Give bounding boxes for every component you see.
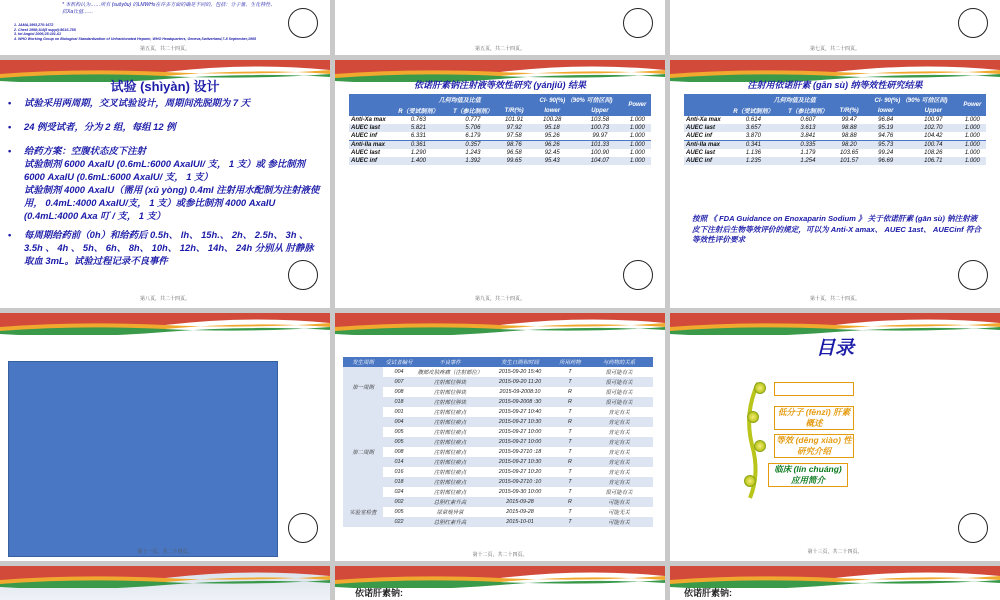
slide-footer: 第十三页，共二十四页。	[807, 549, 863, 555]
table-cell: 肯定有关	[608, 410, 630, 416]
toc-node	[754, 440, 766, 452]
table-cell: 1.000	[629, 117, 645, 123]
table-row	[349, 116, 651, 124]
toc-node	[754, 382, 766, 394]
table-row	[684, 157, 986, 165]
slide-thumbnail-1[interactable]	[0, 0, 330, 55]
slide-title: 依诺肝素钠:	[684, 588, 732, 598]
pk-results-table	[349, 94, 651, 165]
table-cell: R	[555, 457, 585, 467]
toc-node	[744, 475, 756, 487]
slide-thumbnail-11[interactable]	[335, 566, 665, 600]
table-cell: 1.235	[726, 157, 781, 165]
slide-thumbnail-8[interactable]	[335, 313, 665, 561]
table-cell: 很可能有关	[585, 377, 653, 387]
table-cell: 2015-09-28	[506, 509, 534, 515]
table-cell: 很可能有关	[605, 370, 633, 376]
table-cell: 尿常规异常	[436, 510, 464, 516]
table-cell: 008	[394, 389, 404, 395]
slide-marker-circle	[958, 513, 988, 543]
col-header-lower: lower	[528, 105, 576, 116]
row-parameter: AUEC last	[684, 124, 726, 132]
col-header-upper: Upper	[908, 105, 959, 116]
table-row	[343, 517, 653, 527]
table-cell: 2015-09-20 11:20	[485, 377, 555, 387]
slide-marker-circle	[623, 8, 653, 38]
table-cell: 1.179	[800, 150, 816, 156]
table-row	[343, 497, 653, 507]
table-cell: 1.392	[446, 157, 500, 165]
slide-footer: 第十一页，共二十四页。	[137, 549, 193, 555]
table-cell: 018	[383, 477, 415, 487]
table-cell: T	[568, 469, 572, 475]
decorative-wave	[670, 566, 1000, 588]
col-header-r: R（受试制剂）	[726, 105, 781, 116]
table-cell: 0.777	[465, 117, 481, 123]
table-cell: 可能有关	[585, 497, 653, 507]
table-row	[343, 437, 653, 447]
table-cell: 101.33	[576, 141, 624, 150]
toc-item-overview[interactable]: 低分子 (fēnzǐ) 肝素概述	[774, 406, 854, 430]
table-cell: 102.70	[908, 124, 959, 132]
table-cell: 1.000	[629, 150, 645, 156]
table-cell: T	[568, 429, 572, 435]
row-parameter: AUEC last	[349, 124, 391, 132]
table-cell: 总胆红素升高	[415, 497, 485, 507]
row-parameter: AUEC last	[686, 150, 716, 156]
table-row	[349, 141, 651, 150]
table-cell: R	[555, 397, 585, 407]
table-row	[343, 407, 653, 417]
table-cell: 5.821	[391, 124, 446, 132]
table-cell: 95.43	[528, 157, 576, 165]
table-cell: 可能有关	[585, 517, 653, 527]
row-parameter: AUEC inf	[351, 133, 377, 139]
slide-thumbnail-7[interactable]	[0, 313, 330, 561]
table-cell: T	[568, 449, 572, 455]
table-cell: 1.000	[964, 150, 980, 156]
table-cell: T	[555, 477, 585, 487]
table-cell: 1.000	[959, 141, 986, 150]
table-cell: 95.73	[863, 141, 908, 150]
decorative-wave	[670, 313, 1000, 335]
table-row	[343, 377, 653, 387]
table-row	[343, 447, 653, 457]
period-cell: 第二周期	[343, 407, 383, 497]
table-cell: 肯定有关	[585, 437, 653, 447]
table-cell: 008	[394, 449, 404, 455]
table-cell: 004	[394, 369, 404, 375]
table-cell: 注射部位瘀点	[433, 490, 467, 496]
table-cell: 肯定有关	[585, 477, 653, 487]
table-cell: 101.91	[504, 117, 524, 123]
row-parameter: Anti-Xa max	[686, 117, 721, 123]
table-cell: 注射部位瘀点	[433, 450, 467, 456]
table-cell: 2015-09-27 10:20	[498, 469, 542, 475]
table-cell: 肯定有关	[608, 430, 630, 436]
table-row	[343, 367, 653, 377]
table-row	[349, 157, 651, 165]
table-cell: 3.841	[800, 133, 816, 139]
slide-thumbnail-10[interactable]	[0, 566, 330, 600]
table-row	[343, 397, 653, 407]
decorative-wave	[335, 313, 665, 335]
table-cell: 92.45	[544, 150, 560, 156]
row-parameter: AUEC inf	[686, 133, 712, 139]
slide-footer: 第五页，共二十四页。	[474, 46, 525, 52]
col-header-tr: T/R(%)	[835, 105, 863, 116]
table-cell: 1.254	[781, 157, 835, 165]
table-cell: T	[555, 517, 585, 527]
col-header-drug: 所用药物	[555, 357, 585, 367]
table-cell: 104.42	[924, 133, 943, 139]
table-cell: 0.614	[745, 117, 761, 123]
image-placeholder	[8, 361, 278, 557]
table-cell: T	[568, 409, 572, 415]
table-cell: 97.92	[500, 124, 528, 132]
table-cell: 2015-09-2710 :10	[485, 477, 555, 487]
table-row	[343, 477, 653, 487]
table-cell: 1.290	[410, 150, 426, 156]
col-header-t: T（参比制剂）	[446, 105, 500, 116]
slide1-note: * 本机构认为……所有 (suǒyǒu) 的LMWHs在许多方面的确是不同的，包括：分子量、生化特性、 抗Xa比值……	[62, 2, 276, 15]
table-cell: 注射部位肿块	[415, 397, 485, 407]
bullet-item: • 每周期给药前（0h）和给药后 0.5h、 lh、 15h.、 2h、 2.5h、 3h 、 3.5h 、 4h 、 5h、 6h、 8h、 10h、 12h、 14h、 24h 分别从 肘静脉取血 3mL。试验过程记录不良事件	[8, 228, 323, 267]
table-cell: 2015-09-2008:10	[499, 389, 541, 395]
table-cell: 2015-09-27 10:00	[485, 437, 555, 447]
table-cell: 002	[383, 497, 415, 507]
table-cell: 99.47	[841, 117, 857, 123]
col-header-lower: lower	[863, 105, 908, 116]
table-cell: 0.341	[726, 141, 781, 150]
table-cell: 6.179	[465, 133, 481, 139]
table-cell: 注射部位瘀点	[433, 470, 467, 476]
table-cell: R	[555, 417, 585, 427]
table-cell: 2015-09-27 10:40	[498, 409, 542, 415]
col-header-event: 不良事件	[415, 357, 485, 367]
slide-title: 依诺肝素钠:	[355, 588, 403, 598]
table-cell: 注射部位瘀点	[415, 457, 485, 467]
table-cell: 1.000	[964, 133, 980, 139]
row-parameter: AUEC inf	[684, 157, 726, 165]
table-cell: 肯定有关	[608, 450, 630, 456]
slide-thumbnail-3[interactable]	[670, 0, 1000, 55]
table-cell: 98.88	[835, 124, 863, 132]
slide-thumbnail-5[interactable]	[335, 60, 665, 308]
period-cell: 实验室检查	[343, 497, 383, 527]
table-cell: 100.97	[924, 117, 943, 123]
table-cell: 014	[383, 457, 415, 467]
table-cell: 1.400	[391, 157, 446, 165]
table-cell: 98.20	[835, 141, 863, 150]
table-row	[343, 427, 653, 437]
slide-thumbnail-6[interactable]	[670, 60, 1000, 308]
table-cell: 注射部位瘀点	[415, 417, 485, 427]
table-cell: 97.58	[506, 133, 522, 139]
table-cell: 022	[383, 517, 415, 527]
table-cell: 2015-09-2710 :18	[498, 449, 542, 455]
row-parameter: AUEC last	[351, 150, 381, 156]
col-header-ci: CI- 90(%) （90% 可信区间)	[863, 94, 958, 105]
table-cell: 100.73	[576, 124, 624, 132]
toc-item-clinical[interactable]: 临床 (lín chuáng) 应用简介	[768, 463, 848, 487]
table-row	[343, 507, 653, 517]
table-cell: 007	[383, 377, 415, 387]
table-cell: 98.88	[841, 133, 857, 139]
slide-thumbnail-4[interactable]	[0, 60, 330, 308]
slide-title: 试验 (shìyàn) 设计	[110, 79, 220, 94]
table-cell: R	[568, 389, 572, 395]
table-cell: 注射部位瘀点	[415, 477, 485, 487]
slide-marker-circle	[623, 260, 653, 290]
bullet-item: • 给药方案：空腹状态皮下注射 试验制剂 6000 AxaIU (0.6mL:6000 AxaIUl/ 支， 1 支）或 参比制剂 6000 AxaIU (0.6mL:6000 AxaIU/ 支， 1 支） 试验制剂 4000 AxaIU（需用 (xū yòng) 0.4ml 注射用水配制为注射液使用， 0.4mL:4000 AxaIU/支， 1 支）或参比制剂 4000 AxaIU (0.4mL:4000 Axa 叮 / 支， 1 支）	[8, 144, 323, 222]
table-cell: 0.607	[800, 117, 816, 123]
col-header-upper: Upper	[576, 105, 624, 116]
table-cell: 1.000	[959, 124, 986, 132]
table-cell: 0.763	[410, 117, 426, 123]
table-cell: 005	[394, 509, 404, 515]
table-cell: 2015-09-28	[485, 497, 555, 507]
slide-thumbnail-2[interactable]	[335, 0, 665, 55]
table-cell: 005	[394, 429, 404, 435]
table-row	[349, 132, 651, 141]
table-cell: 95.26	[544, 133, 560, 139]
table-cell: 0.357	[446, 141, 500, 150]
table-cell: 2015-09-30 10:00	[498, 489, 542, 495]
col-header-period: 发生周期	[343, 357, 383, 367]
col-header-relation: 与药物的关系	[585, 357, 653, 367]
slide-marker-circle	[288, 8, 318, 38]
decorative-wave	[335, 566, 665, 588]
table-cell: 总胆红素升高	[415, 517, 485, 527]
table-cell: 018	[383, 397, 415, 407]
table-cell: 96.84	[878, 117, 894, 123]
table-row	[349, 149, 651, 157]
table-cell: 95.19	[863, 124, 908, 132]
table-cell: 016	[394, 469, 404, 475]
slide-title: 依诺肝素钠注射液等效性研究 (yánjiū) 结果	[413, 80, 586, 90]
bullet-item: • 试验采用两周期，交叉试验设计，周期间洗脱期为 7 天	[8, 96, 318, 109]
slide-footer: 第十页，共二十四页。	[809, 296, 860, 302]
row-parameter: AUEC inf	[349, 157, 391, 165]
table-cell: 001	[394, 409, 404, 415]
table-cell: 108.26	[924, 150, 943, 156]
table-cell: 注射部位瘀点	[415, 437, 485, 447]
table-cell: 5.706	[446, 124, 500, 132]
table-cell: 注射部位肿块	[433, 390, 467, 396]
table-cell: 2015-10-01	[485, 517, 555, 527]
toc-title: 目录	[815, 338, 854, 359]
table-cell: 6.331	[410, 133, 426, 139]
table-cell: 0.335	[781, 141, 835, 150]
table-cell: 103.58	[590, 117, 610, 123]
row-parameter: Anti-Xa max	[351, 117, 386, 123]
table-cell: 1.000	[629, 133, 645, 139]
table-cell: 106.71	[908, 157, 959, 165]
table-cell: 很可能有关	[605, 390, 633, 396]
col-header-geo: 几何均值及比值	[726, 94, 863, 105]
table-row	[684, 141, 986, 150]
table-cell: 98.76	[500, 141, 528, 150]
col-header-power: Power	[624, 94, 651, 116]
table-cell: 腹部皮肤疼痛（注射部位）	[417, 370, 483, 376]
slide-footer: 第九页，共二十四页。	[474, 296, 525, 302]
table-cell: T	[568, 509, 572, 515]
table-cell: 96.58	[506, 150, 522, 156]
decorative-wave	[0, 566, 330, 588]
col-header-datetime: 发生日期和时间	[485, 357, 555, 367]
row-parameter: Anti-IIa max	[684, 141, 726, 150]
table-cell: 96.69	[863, 157, 908, 165]
table-cell: 2015-09-27 10:30	[485, 417, 555, 427]
slide-marker-circle	[288, 260, 318, 290]
table-row	[684, 149, 986, 157]
table-row	[343, 387, 653, 397]
slide-footer: 第五页，共二十四页。	[139, 46, 190, 52]
table-cell: 注射部位瘀点	[433, 430, 467, 436]
table-cell: 99.97	[592, 133, 608, 139]
table-cell: 很可能有关	[585, 397, 653, 407]
table-cell: 3.613	[781, 124, 835, 132]
table-cell: T	[555, 377, 585, 387]
adverse-events-table	[343, 357, 653, 527]
slide-title: 注射用依诺肝素 (gān sù) 纳等效性研究结果	[747, 80, 923, 90]
table-cell: 101.57	[835, 157, 863, 165]
slide-thumbnail-12[interactable]	[670, 566, 1000, 600]
col-header-subject: 受试者编号	[383, 357, 415, 367]
table-cell: 2015-09-20 15:40	[498, 369, 542, 375]
table-cell: T	[555, 437, 585, 447]
table-cell: 100.28	[543, 117, 562, 123]
period-cell: 第一周期	[343, 367, 383, 407]
table-cell: 很可能有关	[605, 490, 633, 496]
table-cell: 1.000	[624, 157, 651, 165]
table-cell: 103.65	[839, 150, 859, 156]
table-cell: 100.74	[908, 141, 959, 150]
table-cell: 1.000	[624, 141, 651, 150]
pk-results-table	[684, 94, 986, 165]
table-cell: 3.870	[745, 133, 761, 139]
table-row	[684, 124, 986, 132]
table-cell: 004	[383, 417, 415, 427]
table-cell: 94.76	[878, 133, 894, 139]
table-cell: 95.18	[528, 124, 576, 132]
table-cell: 0.361	[391, 141, 446, 150]
toc-item-1[interactable]	[774, 382, 854, 396]
slide-marker-circle	[958, 260, 988, 290]
col-header-r: R（受试制剂）	[391, 105, 446, 116]
slide-thumbnail-9[interactable]	[670, 313, 1000, 561]
table-cell: R	[555, 497, 585, 507]
decorative-wave	[0, 313, 330, 335]
slide-footer: 第十二页，共二十四页。	[472, 552, 528, 558]
col-header-geo: 几何均值及比值	[391, 94, 528, 105]
col-header-power: Power	[959, 94, 986, 116]
col-header-ci: CI- 90(%) （90% 可信区间)	[528, 94, 623, 105]
table-cell: 3.657	[726, 124, 781, 132]
table-row	[349, 124, 651, 132]
table-cell: 注射部位瘀点	[433, 410, 467, 416]
col-header-t: T（参比制剂）	[781, 105, 835, 116]
slide-footer: 第七页，共二十四页。	[809, 46, 860, 52]
table-cell: T	[568, 369, 572, 375]
slide-marker-circle	[288, 513, 318, 543]
table-row	[343, 487, 653, 497]
col-header-tr: T/R(%)	[500, 105, 528, 116]
table-cell: 肯定有关	[608, 470, 630, 476]
table-row	[684, 116, 986, 124]
table-cell: 1.136	[745, 150, 761, 156]
table-cell: 肯定有关	[585, 417, 653, 427]
table-cell: 99.24	[878, 150, 894, 156]
slide-marker-circle	[958, 8, 988, 38]
table-row	[343, 467, 653, 477]
slide1-references: 1. JAMA,1993,270:1672 2. Chest 1998;114(5 suppl):561S-78S 3. Int Angiol 2006;25:101-61 4. WHO Working Group on Biological Standardization of Unfractionated Heparin, WHO Headquarters, Geneva,Switzerland,7-8 September,1995	[14, 23, 256, 41]
bullet-item: • 24 例受试者，分为 2 组，每组 12 例	[8, 120, 318, 133]
toc-item-equivalence[interactable]: 等效 (děng xiào) 性研究介绍	[774, 434, 854, 458]
table-cell: 可能无关	[608, 510, 630, 516]
table-cell: 注射部位肿块	[415, 377, 485, 387]
table-row	[684, 132, 986, 141]
table-cell: 肯定有关	[585, 457, 653, 467]
table-cell: 1.000	[624, 124, 651, 132]
table-row	[343, 417, 653, 427]
row-parameter: Anti-IIa max	[349, 141, 391, 150]
table-cell: 96.26	[528, 141, 576, 150]
table-cell: 1.243	[465, 150, 481, 156]
toc-node	[747, 411, 759, 423]
table-cell: 99.65	[500, 157, 528, 165]
table-cell: 2015-09-27 10:30	[485, 457, 555, 467]
table-cell: 005	[383, 437, 415, 447]
table-row	[343, 457, 653, 467]
slide-footer: 第八页，共二十四页。	[139, 296, 190, 302]
table-cell: T	[568, 489, 572, 495]
table-cell: 024	[394, 489, 404, 495]
conclusion-note: 按照 《 FDA Guidance on Enoxaparin Sodium 》 关于依诺肝素 (gān sù) 钠注射液皮下注射后生物等效评价的规定，可以为 Anti-X amax、 AUEC 1ast、 AUECinf 符合等效性评价要求	[692, 214, 982, 244]
table-cell: 1.000	[964, 117, 980, 123]
table-cell: 2015-09-2008 :30	[485, 397, 555, 407]
table-cell: 2015-09-27 10:00	[498, 429, 542, 435]
table-cell: 100.90	[590, 150, 610, 156]
table-cell: 1.000	[959, 157, 986, 165]
table-cell: 104.07	[576, 157, 624, 165]
